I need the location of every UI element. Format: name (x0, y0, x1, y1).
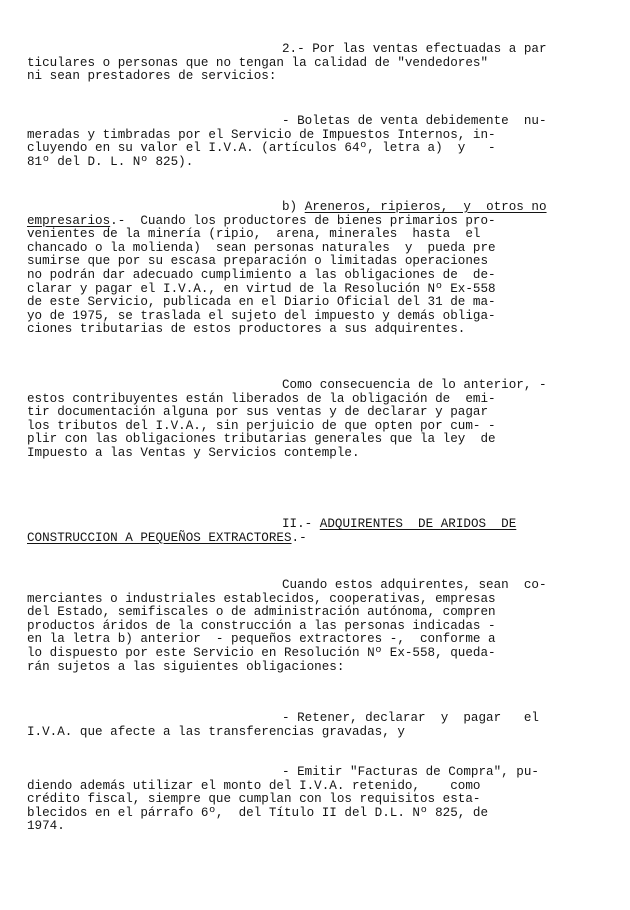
text-line: blecidos en el párrafo 6º, del Título II del D.L. Nº 825, de (27, 805, 489, 820)
paragraph-areneros-ripieros (27, 201, 617, 337)
text-line: yo de 1975, se traslada el sujeto del impuesto y demás obliga- (27, 308, 496, 323)
heading-prefix: b) (282, 200, 305, 214)
heading-underlined: Areneros, ripieros, y otros no (304, 200, 547, 214)
heading-underlined: empresarios (27, 213, 111, 228)
text-line: ni sean prestadores de servicios: (27, 69, 277, 84)
text-line: - Emitir "Facturas de Compra", pu- (282, 765, 539, 779)
text-line: clarar y pagar el I.V.A., en virtud de la Resolución Nº Ex-558 (27, 281, 496, 296)
heading-line (27, 532, 617, 546)
text-line: crédito fiscal, siempre que cumplan con los requisitos esta- (27, 792, 481, 807)
text-line: - Boletas de venta debidemente nu- (282, 114, 547, 128)
text-line: rán sujetos a las siguientes obligaciones: (27, 659, 345, 674)
text-line: los tributos del I.V.A., sin perjuicio de que opten por cum- - (27, 418, 496, 433)
paragraph-adquirentes (27, 579, 617, 674)
text-line: meradas y timbradas por el Servicio de Impuestos Internos, in- (27, 127, 496, 142)
paragraph-consecuencia (27, 379, 617, 461)
text-line: lo dispuesto por este Servicio en Resolución Nº Ex-558, queda- (27, 645, 496, 660)
paragraph-ventas-particulares (27, 43, 617, 84)
text-line: tir documentación alguna por sus ventas y de declarar y pagar (27, 405, 489, 420)
text-line: chancado o la molienda) sean personas naturales y pueda pre (27, 240, 496, 255)
heading-continuation: .- (291, 530, 307, 545)
heading-underlined: ADQUIRENTES DE ARIDOS DE (319, 517, 517, 531)
heading-underlined: CONSTRUCCION A PEQUEÑOS EXTRACTORES (27, 530, 292, 545)
text-line: en la letra b) anterior - pequeños extractores -, conforme a (27, 632, 496, 647)
heading-continuation: .- Cuando los productores de bienes primarios pro- (110, 213, 496, 228)
text-line: sumirse que por su escasa preparación o limitadas operaciones (27, 254, 489, 269)
heading-prefix: II.- (282, 517, 320, 531)
heading-line (27, 518, 617, 532)
text-line (27, 215, 617, 229)
text-line: productos áridos de la construcción a las personas indicadas - (27, 618, 496, 633)
text-line: - Retener, declarar y pagar el (282, 711, 539, 725)
text-line: diendo además utilizar el monto del I.V.A. retenido, como (27, 778, 481, 793)
text-line: Como consecuencia de lo anterior, - (282, 378, 547, 392)
text-line: 1974. (27, 819, 65, 834)
text-line: de este Servicio, publicada en el Diario Oficial del 31 de ma- (27, 295, 496, 310)
paragraph-boletas-de-venta (27, 115, 617, 169)
text-line: I.V.A. que afecte a las transferencias gravadas, y (27, 724, 405, 739)
text-line: ciones tributarias de estos productores a sus adquirentes. (27, 322, 466, 337)
text-line: ticulares o personas que no tengan la calidad de "vendedores" (27, 55, 489, 70)
text-line: Cuando estos adquirentes, sean co- (282, 578, 547, 592)
text-line: 81º del D. L. Nº 825). (27, 154, 194, 169)
paragraph-facturas-de-compra (27, 766, 617, 834)
text-line: no podrán dar adecuado cumplimiento a las obligaciones de de- (27, 267, 496, 282)
text-line: 2.- Por las ventas efectuadas a par (282, 42, 547, 56)
text-line: del Estado, semifiscales o de administración autónoma, compren (27, 605, 496, 620)
section-heading-b (27, 201, 617, 215)
section-heading-ii (27, 518, 617, 545)
paragraph-retener (27, 712, 617, 739)
text-line: cluyendo en su valor el I.V.A. (artículos 64º, letra a) y - (27, 141, 496, 156)
text-line: estos contribuyentes están liberados de la obligación de emi- (27, 391, 496, 406)
text-line: Impuesto a las Ventas y Servicios contemple. (27, 445, 360, 460)
text-line: merciantes o industriales establecidos, cooperativas, empresas (27, 591, 496, 606)
text-line: plir con las obligaciones tributarias generales que la ley de (27, 432, 496, 447)
text-line: venientes de la minería (ripio, arena, minerales hasta el (27, 227, 481, 242)
